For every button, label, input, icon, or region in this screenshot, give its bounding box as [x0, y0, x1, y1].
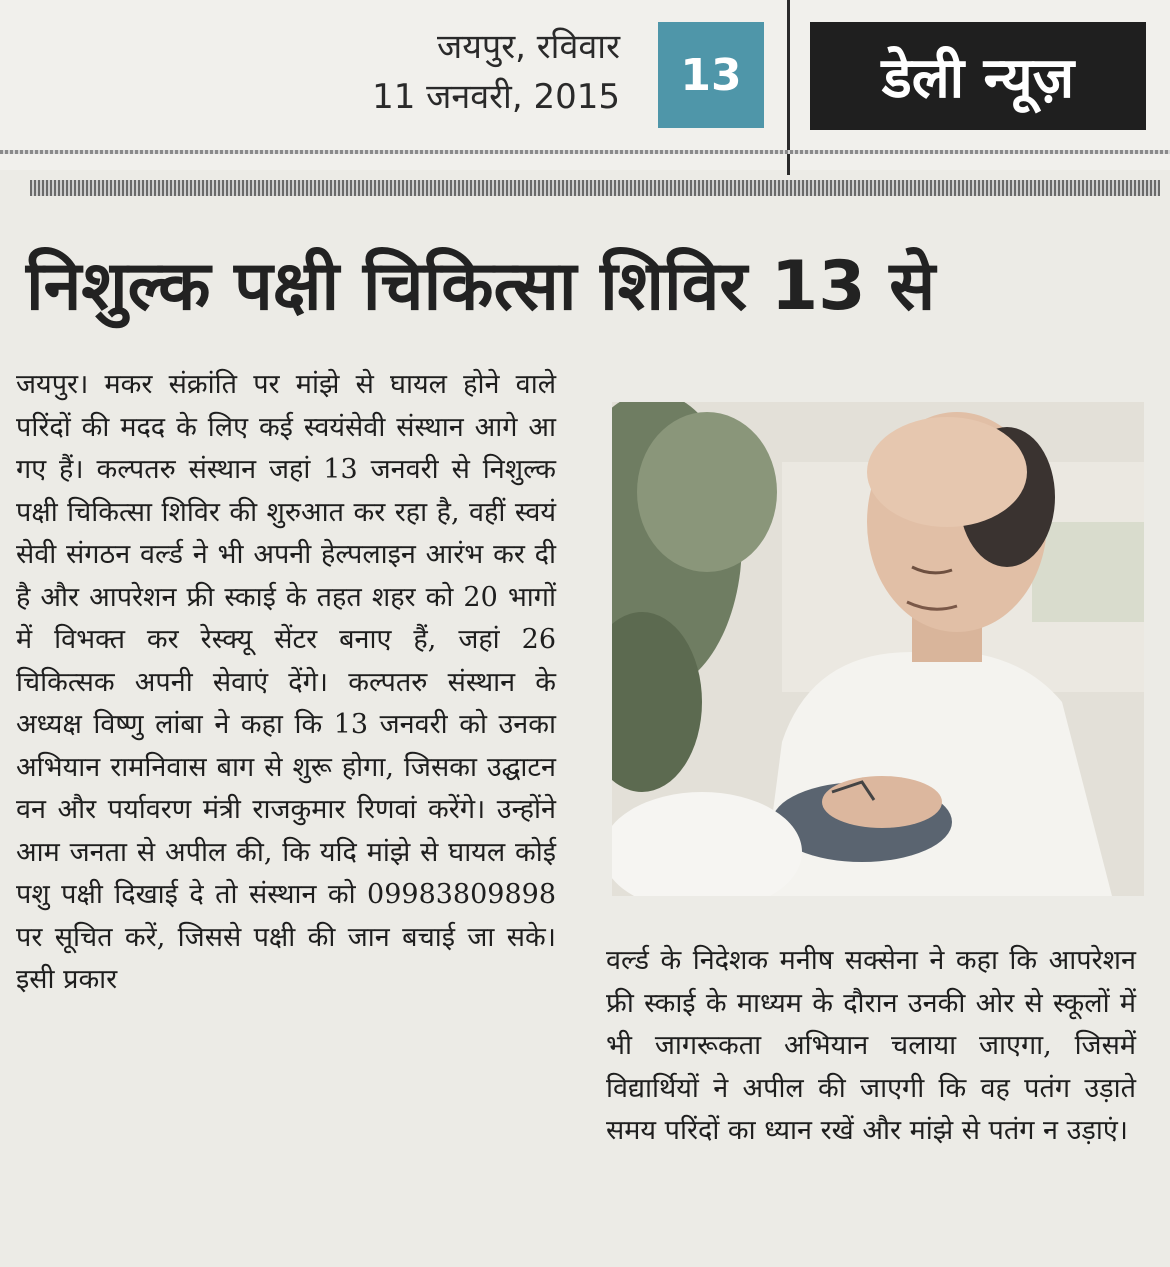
section-rule [30, 180, 1160, 196]
masthead-logo: डेली न्यूज़ [810, 22, 1146, 130]
article-photo [612, 402, 1144, 896]
city-day: जयपुर, रविवार [436, 27, 620, 67]
article-body-right: वर्ल्ड के निदेशक मनीष सक्सेना ने कहा कि आपरेशन फ्री स्काई के माध्यम के दौरान उनकी ओर से स्कूलों में भी जागरूकता अभियान चलाया जाएगा, जिसमें विद्यार्थियों ने अपील की जाएगी कि वह पतंग उड़ाते समय परिंदों का ध्यान रखें और मांझे से पतंग न उड़ाएं। [606, 945, 1136, 1146]
headline: निशुल्क पक्षी चिकित्सा शिविर 13 से [26, 247, 936, 326]
dateline [330, 22, 620, 122]
newspaper-header [0, 0, 1170, 170]
article-body-left: जयपुर। मकर संक्रांति पर मांझे से घायल होने वाले परिंदों की मदद के लिए कई स्वयंसेवी संस्थान आगे आ गए हैं। कल्पतरु संस्थान जहां 13 जनवरी से निशुल्क पक्षी चिकित्सा शिविर की शुरुआत कर रहा है, वहीं स्वयं सेवी संगठन वर्ल्ड ने भी अपनी हेल्पलाइन आरंभ कर दी है और आपरेशन फ्री स्काई के तहत शहर को 20 भागों में विभक्त कर रेस्क्यू सेंटर बनाए हैं, जहां 26 चिकित्सक अपनी सेवाएं देंगे। कल्पतरु संस्थान के अध्यक्ष विष्णु लांबा ने कहा कि 13 जनवरी को उनका अभियान रामनिवास बाग से शुरू होगा, जिसका उद्घाटन वन और पर्यावरण मंत्री राजकुमार रिणवां करेंगे। उन्होंने आम जनता से अपील की, कि यदि मांझे से घायल कोई पशु पक्षी दिखाई दे तो संस्थान को 09983809898 पर सूचित करें, जिससे पक्षी की जान बचाई जा सके। इसी प्रकार [16, 369, 556, 995]
publication-date: 11 जनवरी, 2015 [372, 77, 620, 117]
article-column-left [16, 364, 556, 1002]
page-number-badge: 13 [658, 22, 764, 128]
header-rule [0, 150, 1170, 154]
photo-illustration [612, 402, 1144, 896]
article-column-right [606, 940, 1136, 1153]
header-divider [787, 0, 790, 175]
